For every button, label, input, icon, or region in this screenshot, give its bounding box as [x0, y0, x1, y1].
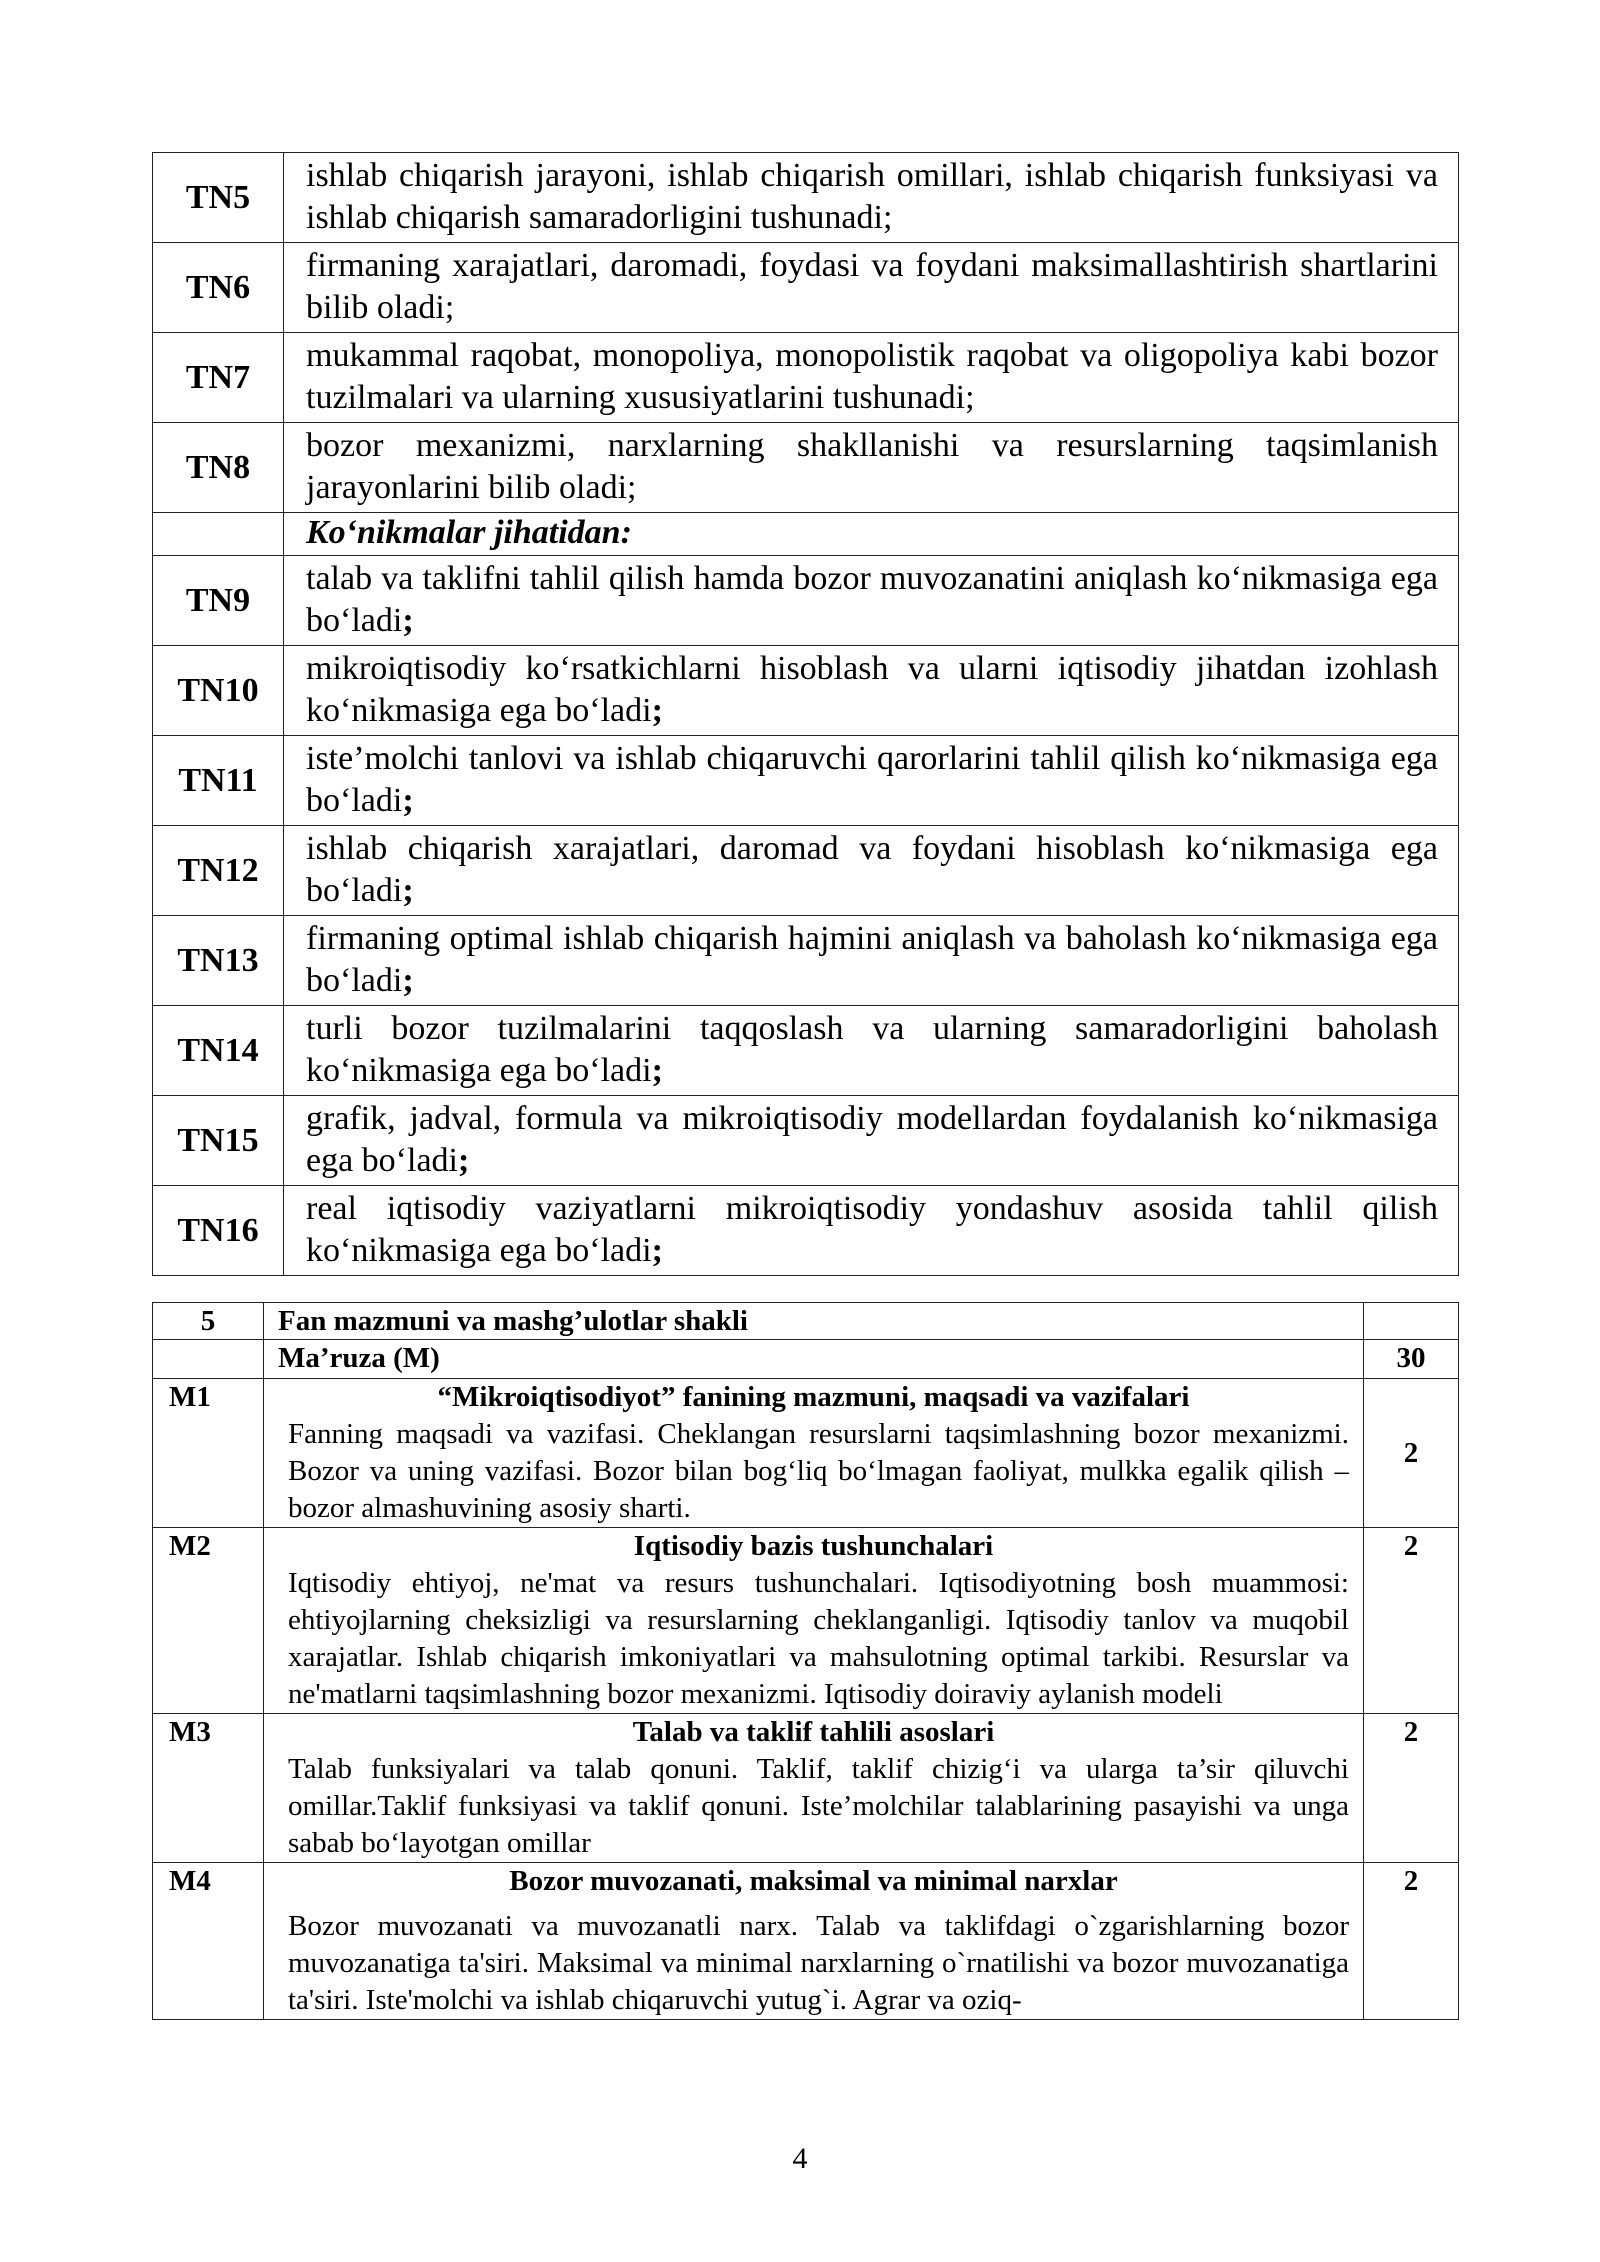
- outcome-terminator: ;: [651, 1232, 663, 1269]
- outcome-text-cell: [284, 556, 1459, 646]
- outcome-text-cell: [284, 1186, 1459, 1276]
- outcome-code: TN13: [153, 916, 284, 1006]
- lecture-code-empty: [153, 1340, 264, 1379]
- outcome-text: bozor mexanizmi, narxlarning shakllanishi va resurslarning taqsimlanish jarayonlarini bilib oladi;: [306, 427, 1438, 506]
- outcome-row: [153, 1096, 1459, 1186]
- section-title: Fan mazmuni va mashg’ulotlar shakli: [264, 1303, 1364, 1340]
- outcome-terminator: ;: [402, 962, 414, 999]
- outcome-row: [153, 556, 1459, 646]
- module-body: [264, 1863, 1364, 2020]
- outcome-row: [153, 243, 1459, 333]
- module-hours: 2: [1364, 1379, 1459, 1528]
- module-title: Talab va taklif tahlili asoslari: [632, 1716, 995, 1748]
- outcome-terminator: ;: [402, 872, 414, 909]
- module-row: [153, 1863, 1459, 2020]
- course-content-table: [152, 1302, 1459, 2020]
- module-description: Talab funksiyalari va talab qonuni. Taklif, taklif chizig‘i va ularga ta’sir qiluvchi omillar.Taklif funksiyasi va taklif qonuni. Iste’molchilar talablarining pasayishi va unga sabab bo‘layotgan omillar: [288, 1753, 1349, 1859]
- outcome-terminator: ;: [402, 602, 414, 639]
- outcome-text-cell: [284, 333, 1459, 423]
- outcome-code: TN8: [153, 423, 284, 513]
- outcome-row: [153, 646, 1459, 736]
- outcome-terminator: ;: [458, 1142, 470, 1179]
- module-code: M3: [153, 1714, 264, 1863]
- module-title: Bozor muvozanati, maksimal va minimal narxlar: [509, 1865, 1118, 1897]
- module-title: “Mikroiqtisodiyot” fanining mazmuni, maqsadi va vazifalari: [437, 1381, 1190, 1413]
- outcome-text: firmaning xarajatlari, daromadi, foydasi va foydani maksimallashtirish shartlarini bilib oladi;: [306, 247, 1438, 326]
- outcome-text: firmaning optimal ishlab chiqarish hajmini aniqlash va baholash ko‘nikmasiga ega bo‘ladi: [306, 920, 1438, 999]
- outcome-terminator: ;: [651, 692, 663, 729]
- outcome-row: [153, 333, 1459, 423]
- module-row: [153, 1714, 1459, 1863]
- module-hours: 2: [1364, 1863, 1459, 2020]
- module-code: M2: [153, 1528, 264, 1714]
- outcome-code: TN5: [153, 153, 284, 243]
- outcome-terminator: ;: [402, 782, 414, 819]
- outcome-row: [153, 423, 1459, 513]
- module-title: Iqtisodiy bazis tushunchalari: [633, 1530, 994, 1562]
- outcome-code: TN14: [153, 1006, 284, 1096]
- module-code: M1: [153, 1379, 264, 1528]
- outcome-text: talab va taklifni tahlil qilish hamda bozor muvozanatini aniqlash ko‘nikmasiga ega bo‘ladi: [306, 560, 1438, 639]
- outcome-terminator: ;: [651, 1052, 663, 1089]
- outcome-code: TN6: [153, 243, 284, 333]
- lecture-label: Ma’ruza (M): [264, 1340, 1364, 1379]
- outcome-row: [153, 1186, 1459, 1276]
- outcome-row: [153, 916, 1459, 1006]
- outcome-text: ishlab chiqarish jarayoni, ishlab chiqarish omillari, ishlab chiqarish funksiyasi va ishlab chiqarish samaradorligini tushunadi;: [306, 157, 1438, 236]
- outcome-code: TN11: [153, 736, 284, 826]
- outcome-text-cell: [284, 1096, 1459, 1186]
- outcome-text-cell: [284, 1006, 1459, 1096]
- skills-section-heading: Ko‘nikmalar jihatidan:: [284, 513, 1459, 556]
- module-description: Fanning maqsadi va vazifasi. Cheklangan resurslarni taqsimlashning bozor mexanizmi. Bozor va uning vazifasi. Bozor bilan bog‘liq bo‘lmagan faoliyat, mulkka egalik qilish – bozor almashuvining asosiy sharti.: [288, 1418, 1349, 1524]
- outcome-text-cell: [284, 646, 1459, 736]
- module-hours: 2: [1364, 1714, 1459, 1863]
- lecture-hours: 30: [1364, 1340, 1459, 1379]
- outcome-text-cell: [284, 423, 1459, 513]
- skills-section-row: [153, 513, 1459, 556]
- module-description: Iqtisodiy ehtiyoj, ne'mat va resurs tushunchalari. Iqtisodiyotning bosh muammosi: ehtiyojlarning cheksizligi va resurslarning cheklanganligi. Iqtisodiy tanlov va muqobil xarajatlar. Ishlab chiqarish imkoniyatlari va mahsulotning optimal tarkibi. Resurslar va ne'matlarni taqsimlashning bozor mexanizmi. Iqtisodiy doiraviy aylanish modeli: [288, 1567, 1349, 1710]
- module-body: [264, 1528, 1364, 1714]
- module-body: [264, 1714, 1364, 1863]
- module-row: [153, 1528, 1459, 1714]
- module-row: [153, 1379, 1459, 1528]
- outcome-text: iste’molchi tanlovi va ishlab chiqaruvchi qarorlarini tahlil qilish ko‘nikmasiga ega bo‘ladi: [306, 740, 1438, 819]
- outcome-row: [153, 1006, 1459, 1096]
- outcome-text: turli bozor tuzilmalarini taqqoslash va ularning samaradorligini baholash ko‘nikmasiga ega bo‘ladi: [306, 1010, 1438, 1089]
- outcome-code: TN16: [153, 1186, 284, 1276]
- skills-section-code-empty: [153, 513, 284, 556]
- outcome-text-cell: [284, 916, 1459, 1006]
- outcome-code: TN9: [153, 556, 284, 646]
- module-description: Bozor muvozanati va muvozanatli narx. Talab va taklifdagi o`zgarishlarning bozor muvozanatiga ta'siri. Maksimal va minimal narxlarning o`rnatilishi va bozor muvozanatiga ta'siri. Iste'molchi va ishlab chiqaruvchi yutug`i. Agrar va oziq-: [288, 1910, 1349, 2016]
- outcome-code: TN15: [153, 1096, 284, 1186]
- module-body: [264, 1379, 1364, 1528]
- section-hours-empty: [1364, 1303, 1459, 1340]
- outcome-row: [153, 826, 1459, 916]
- module-code: M4: [153, 1863, 264, 2020]
- outcome-row: [153, 736, 1459, 826]
- outcome-text: mikroiqtisodiy ko‘rsatkichlarni hisoblash va ularni iqtisodiy jihatdan izohlash ko‘nikmasiga ega bo‘ladi: [306, 650, 1438, 729]
- outcome-code: TN7: [153, 333, 284, 423]
- outcome-text: grafik, jadval, formula va mikroiqtisodiy modellardan foydalanish ko‘nikmasiga ega bo‘ladi: [306, 1100, 1438, 1179]
- section-number: 5: [153, 1303, 264, 1340]
- page-number: 4: [792, 2142, 808, 2175]
- outcome-text-cell: [284, 153, 1459, 243]
- outcome-text-cell: [284, 736, 1459, 826]
- outcome-text: real iqtisodiy vaziyatlarni mikroiqtisodiy yondashuv asosida tahlil qilish ko‘nikmasiga ega bo‘ladi: [306, 1190, 1438, 1269]
- learning-outcomes-table: [152, 152, 1459, 1276]
- outcome-text: ishlab chiqarish xarajatlari, daromad va foydani hisoblash ko‘nikmasiga ega bo‘ladi: [306, 830, 1438, 909]
- outcome-text-cell: [284, 243, 1459, 333]
- outcome-code: TN12: [153, 826, 284, 916]
- outcome-row: [153, 153, 1459, 243]
- module-hours: 2: [1364, 1528, 1459, 1714]
- outcome-code: TN10: [153, 646, 284, 736]
- lecture-row: [153, 1340, 1459, 1379]
- outcome-text-cell: [284, 826, 1459, 916]
- section-header-row: [153, 1303, 1459, 1340]
- outcome-text: mukammal raqobat, monopoliya, monopolistik raqobat va oligopoliya kabi bozor tuzilmalari va ularning xususiyatlarini tushunadi;: [306, 337, 1438, 416]
